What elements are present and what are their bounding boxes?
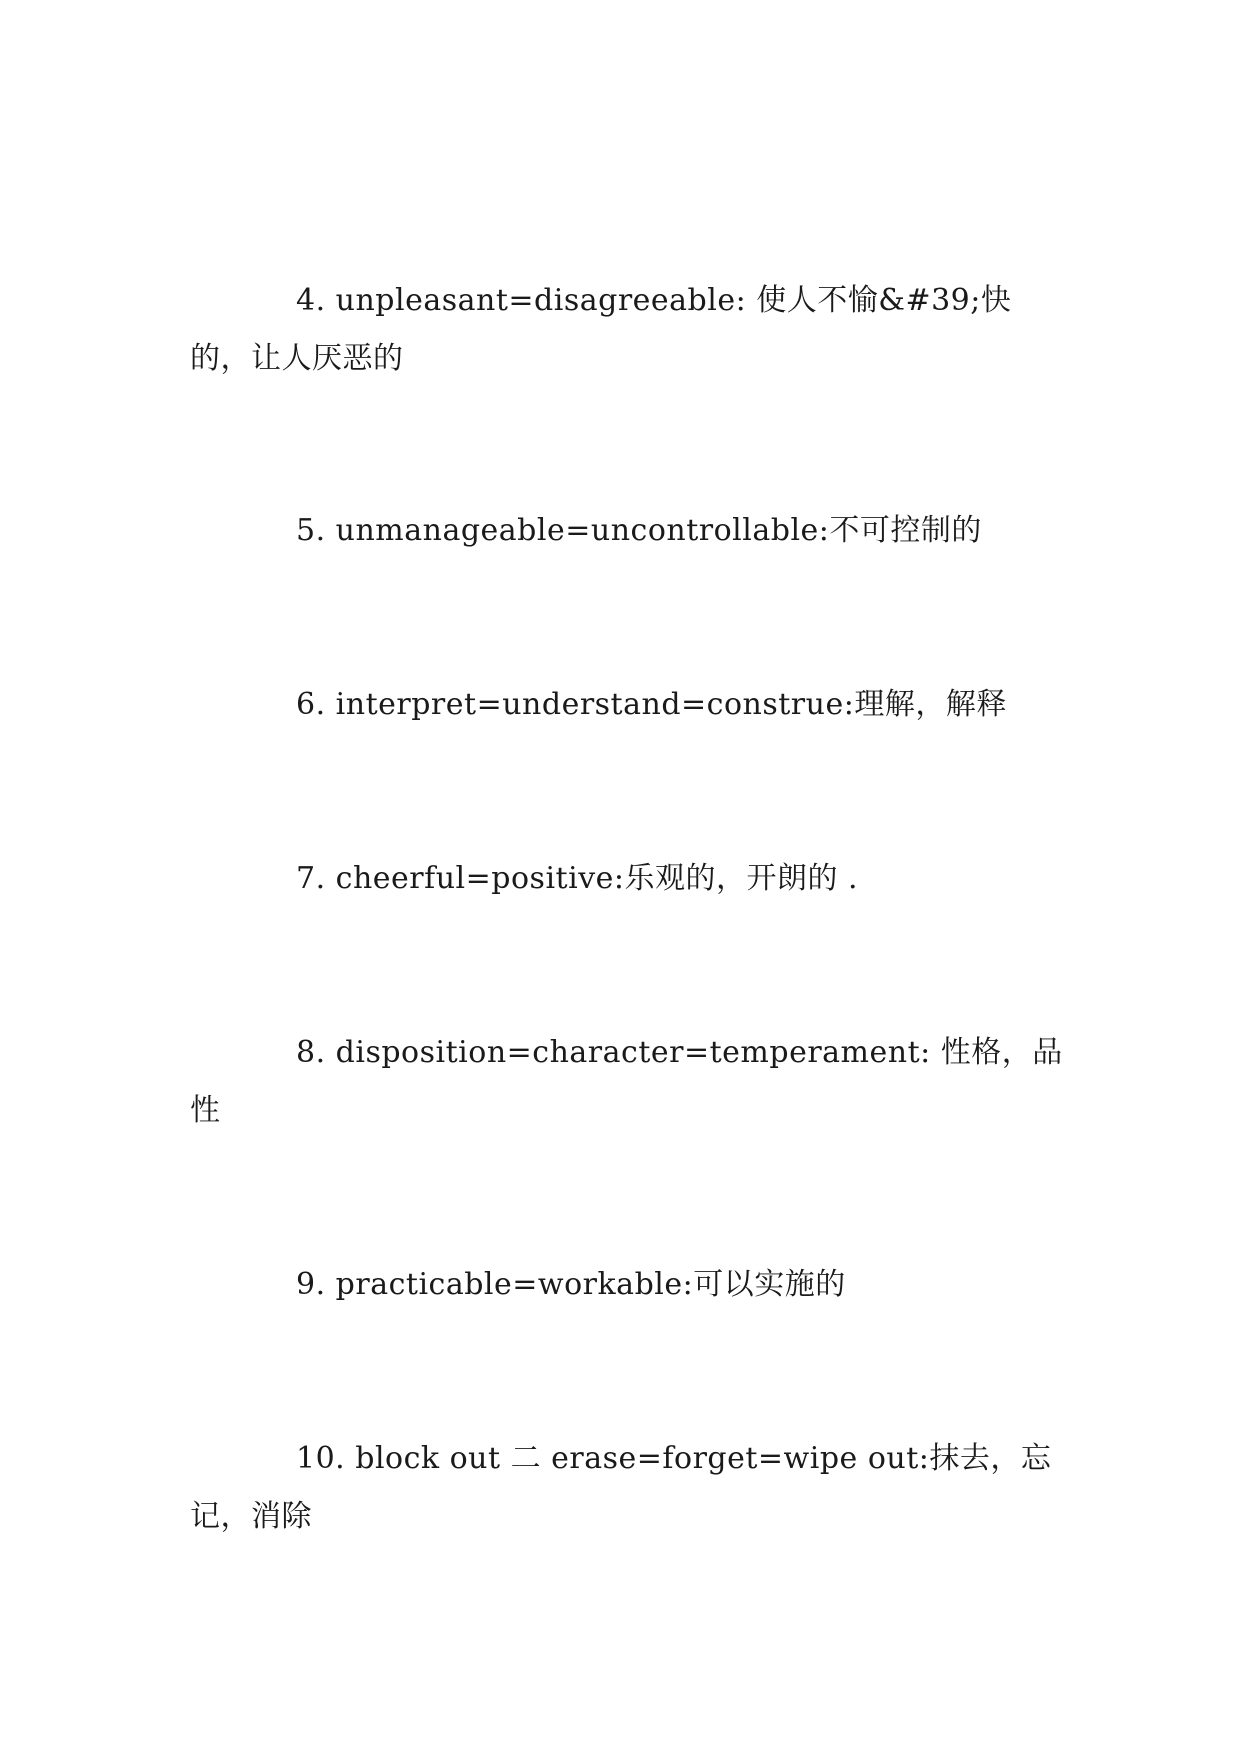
vocab-entry-7: 7. cheerful=positive:乐观的，开朗的 . xyxy=(296,861,859,896)
vocab-entry-10: 10. block out 二 erase=forget=wipe out:抹去，忘记，消除 xyxy=(190,1441,1052,1534)
vocab-entry-4: 4. unpleasant=disagreeable: 使人不愉&#39;快的，让人厌恶的 xyxy=(190,283,1012,376)
vocab-entry-8: 8. disposition=character=temperament: 性格，品性 xyxy=(190,1035,1063,1128)
vocab-entry-5: 5. unmanageable=uncontrollable:不可控制的 xyxy=(296,513,982,548)
vocab-entry-9: 9. practicable=workable:可以实施的 xyxy=(296,1267,846,1302)
vocab-entry-6: 6. interpret=understand=construe:理解，解释 xyxy=(296,687,1007,722)
